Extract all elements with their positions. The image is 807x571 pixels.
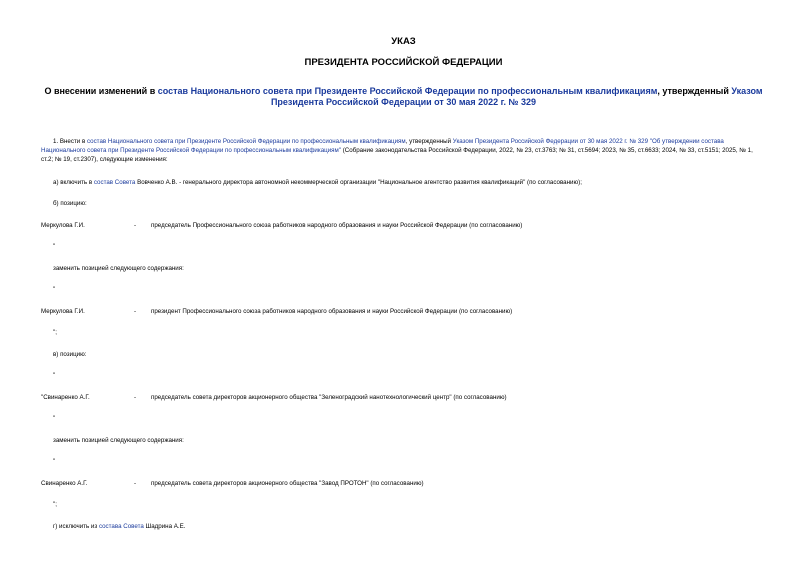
item-g (53, 522, 768, 531)
heading-link-council-composition[interactable]: состав Национального совета при Президенте Российской Федерации по профессиональным квалификациям (157, 86, 658, 96)
item-a (53, 178, 768, 187)
quote-mark: " (53, 243, 56, 250)
item-a-prefix: а) включить в (53, 179, 94, 186)
item-b: б) позицию: (53, 200, 87, 207)
decree-issuer: ПРЕЗИДЕНТА РОССИЙСКОЙ ФЕДЕРАЦИИ (304, 57, 503, 68)
decree-heading (40, 86, 767, 108)
quote-mark: " (53, 372, 56, 379)
member-position: председатель совета директоров акционерного общества "Зеленоградский нанотехнологический центр" (по согласованию) (151, 394, 507, 401)
replace-text: заменить позицией следующего содержания: (53, 437, 184, 444)
decree-title: УКАЗ (391, 36, 416, 47)
paragraph-1 (41, 137, 766, 164)
member-name: Меркулова Г.И. (41, 308, 85, 315)
quote-close: "; (53, 501, 57, 508)
para1-link-council-composition[interactable]: состав Национального совета при Президенте Российской Федерации по профессиональным квалификациям (86, 138, 406, 145)
quote-mark: " (53, 458, 56, 465)
member-name: Свинаренко А.Г. (41, 480, 88, 487)
para1-tail: (Собрание законодательства Российской Федерации, 2022, № 23, ст.3763; № 31, ст.5694; 2023, № 35, ст.6633; 2024, № 33, ст.5151; 2025, № 1, ст.2; № 19, ст.2307), следующие изменения: (41, 147, 753, 163)
member-position: президент Профессионального союза работников народного образования и науки Российской Федерации (по согласованию) (151, 308, 513, 315)
item-a-tail: Вовченко А.В. - генерального директора автономной некоммерческой организации "Национальное агентство развития квалификаций" (по согласованию); (135, 179, 582, 186)
heading-mid: , утвержденный (657, 86, 732, 96)
heading-prefix: О внесении изменений в (44, 86, 158, 96)
quote-close: "; (53, 329, 57, 336)
item-g-prefix: г) исключить из (53, 523, 99, 530)
quote-mark: " (53, 286, 56, 293)
para1-link-decree[interactable]: Указом Президента Российской Федерации от 30 мая 2022 г. № 329 "Об утверждении состава Национального совета при Президенте Российской Федерации по профессиональным квалификациям" (41, 138, 724, 154)
member-name: "Свинаренко А.Г. (41, 394, 90, 401)
dash: - (134, 480, 137, 487)
item-a-link-council[interactable]: состав Совета (93, 179, 136, 186)
member-name: Меркулова Г.И. (41, 222, 85, 229)
replace-text: заменить позицией следующего содержания: (53, 265, 184, 272)
quote-mark: " (53, 415, 56, 422)
dash: - (134, 308, 137, 315)
dash: - (134, 394, 137, 401)
item-g-tail: Шадрина А.Е. (143, 523, 186, 530)
para1-prefix: 1. Внести в (53, 138, 87, 145)
heading-link-decree[interactable]: Указом Президента Российской Федерации от 30 мая 2022 г. № 329 (270, 86, 763, 107)
dash: - (134, 222, 137, 229)
member-position: председатель совета директоров акционерного общества "Завод ПРОТОН" (по согласованию) (151, 480, 424, 487)
item-g-link-council[interactable]: состава Совета (98, 523, 144, 530)
item-v: в) позицию: (53, 351, 87, 358)
para1-mid: , утвержденный (405, 138, 453, 145)
member-position: председатель Профессионального союза работников народного образования и науки Российской Федерации (по согласованию) (151, 222, 523, 229)
